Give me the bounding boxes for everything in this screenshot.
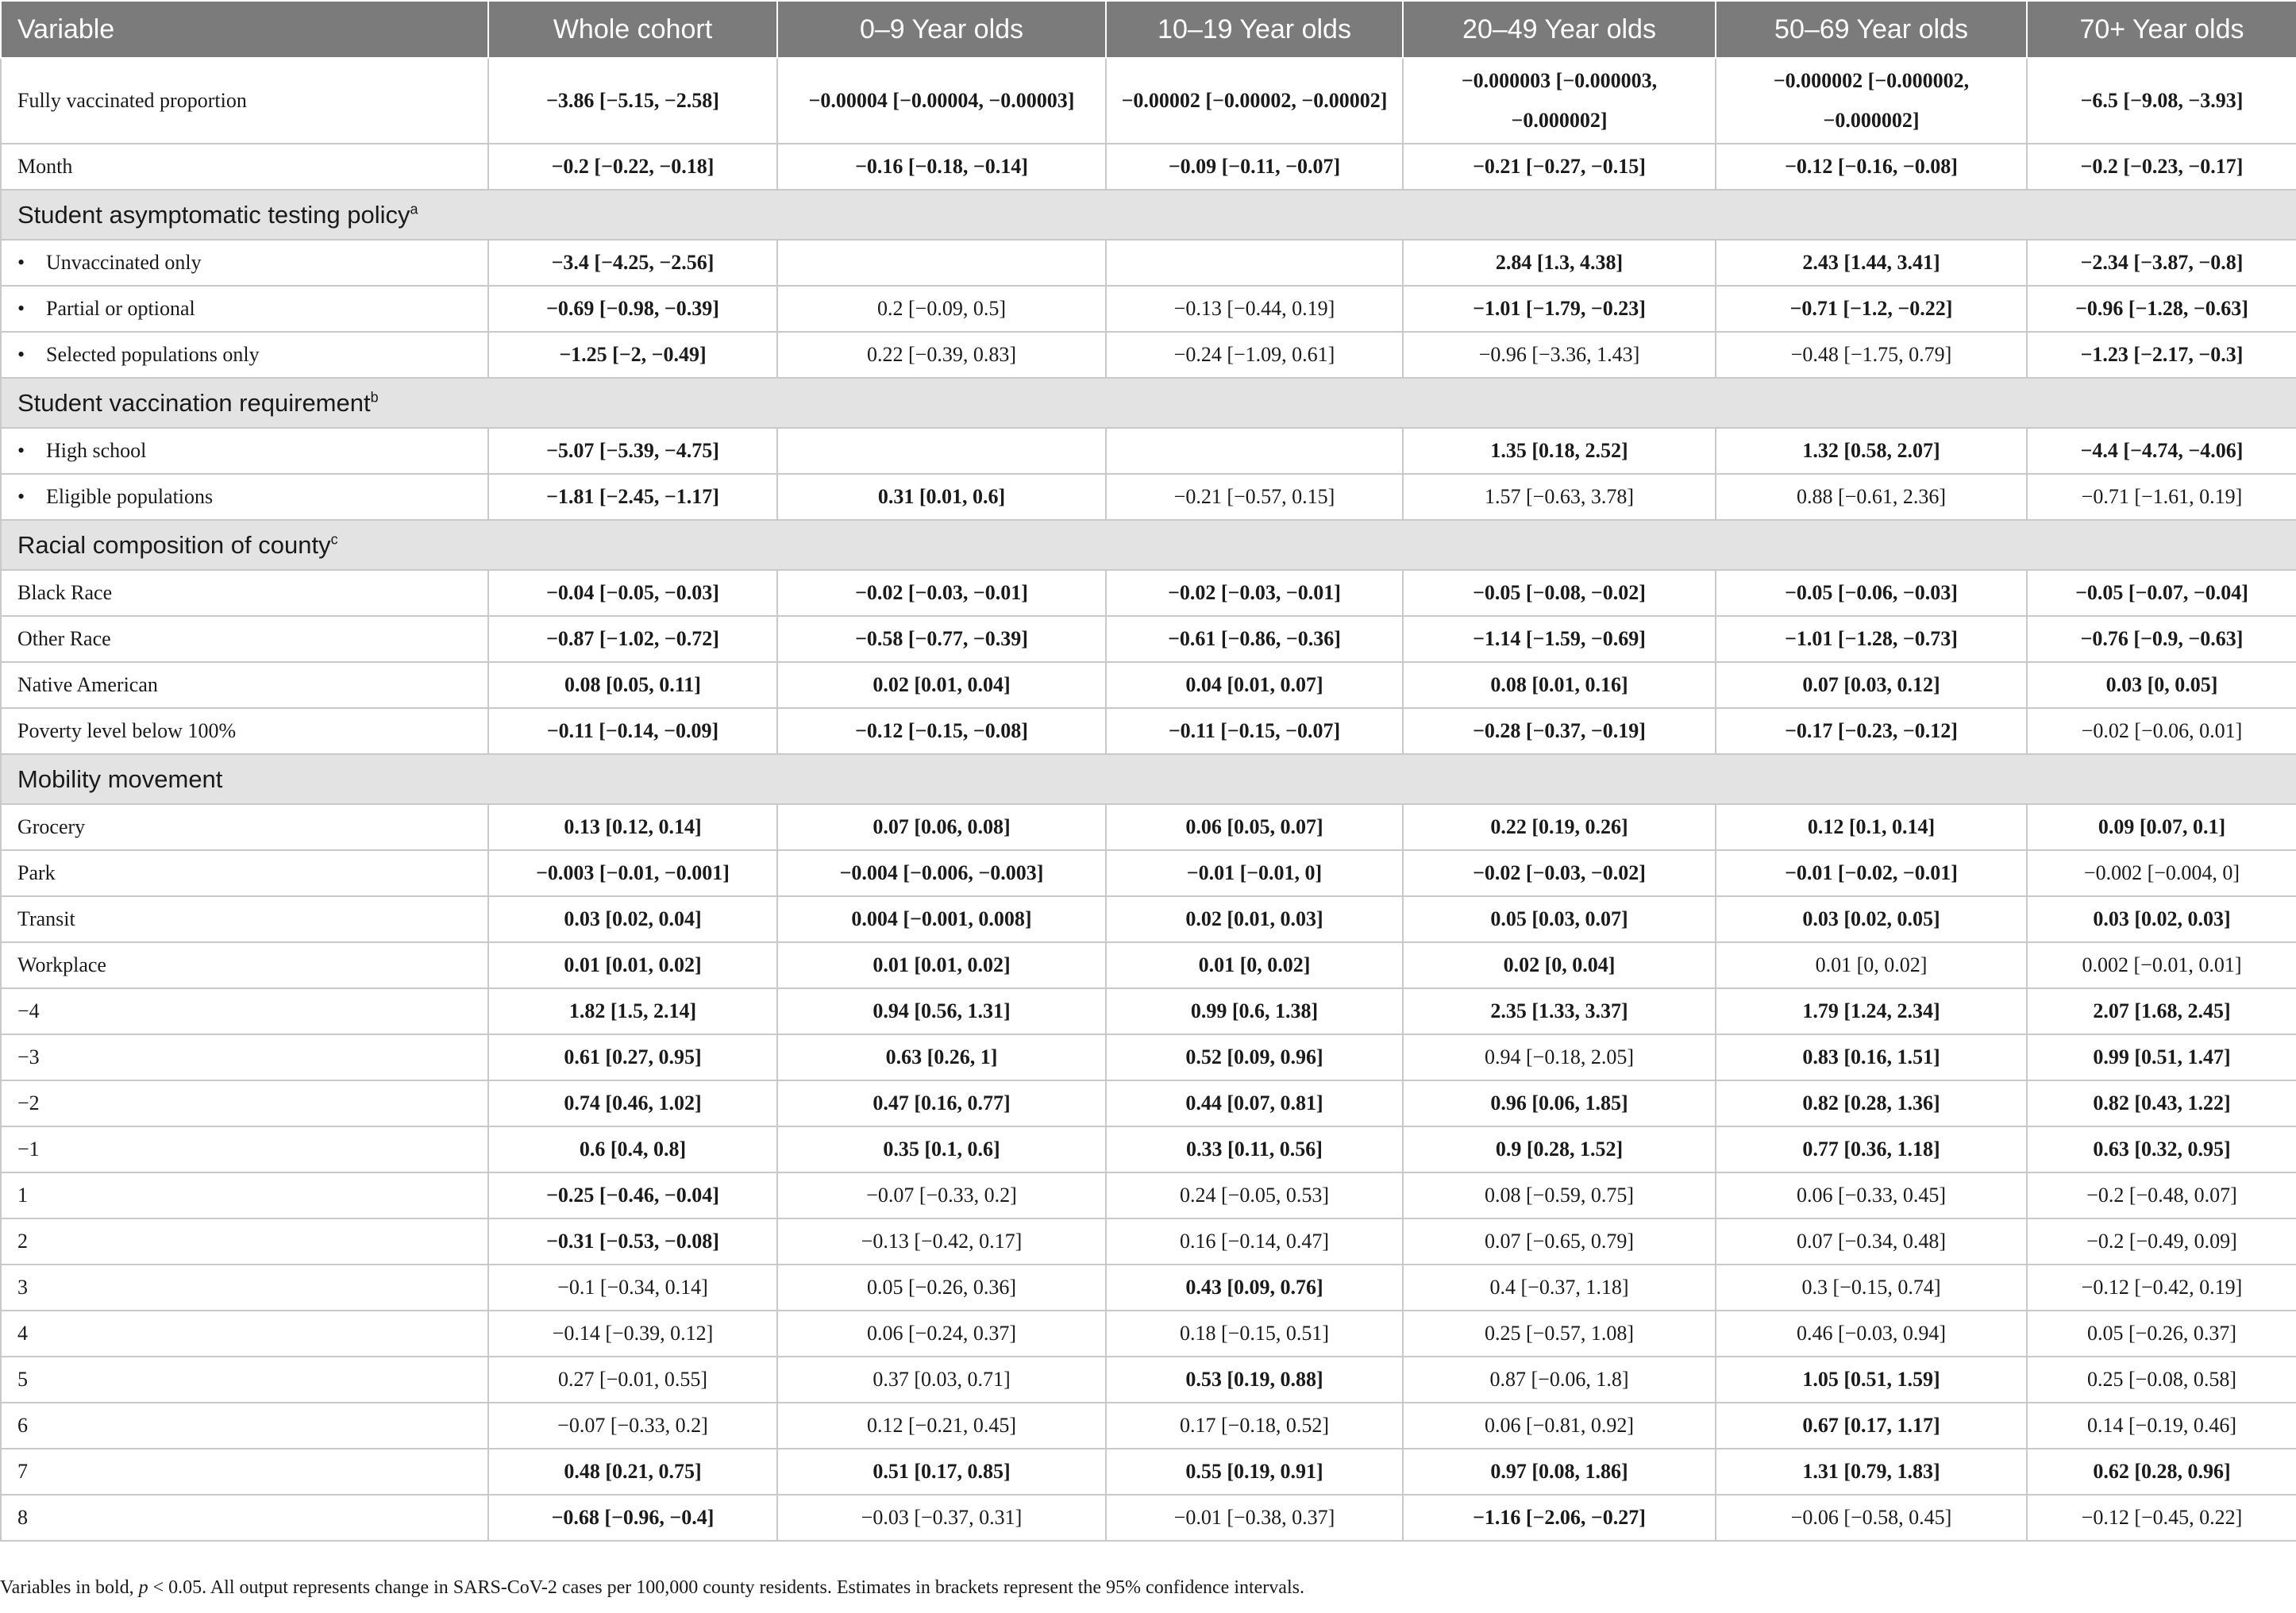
estimate-cell: −0.76 [−0.9, −0.63] (2027, 616, 2296, 662)
estimate-cell: 0.08 [0.05, 0.11] (488, 662, 777, 708)
section-header-label: Mobility movement (17, 764, 223, 793)
row-label-cell (1, 1403, 488, 1449)
estimate-cell: −1.01 [−1.79, −0.23] (1403, 286, 1716, 332)
estimate-cell: −0.2 [−0.22, −0.18] (488, 144, 777, 190)
footnote-marker: c (330, 531, 338, 548)
estimate-cell: 1.57 [−0.63, 3.78] (1403, 474, 1716, 520)
estimate-cell: 0.02 [0, 0.04] (1403, 942, 1716, 988)
row-label-cell (1, 570, 488, 616)
row-label: Poverty level below 100% (17, 719, 237, 742)
estimate-cell: −0.04 [−0.05, −0.03] (488, 570, 777, 616)
estimate-cell: 0.17 [−0.18, 0.52] (1106, 1403, 1403, 1449)
row-label: Native American (17, 673, 158, 696)
table-row (1, 570, 2296, 616)
row-label: Month (17, 155, 73, 178)
estimate-cell: 0.01 [0, 0.02] (1716, 942, 2027, 988)
row-label-cell (1, 804, 488, 850)
bullet-icon: • (17, 297, 25, 320)
estimate-cell: −0.28 [−0.37, −0.19] (1403, 708, 1716, 754)
row-label-cell (1, 1495, 488, 1541)
estimate-cell: 0.12 [−0.21, 0.45] (777, 1403, 1106, 1449)
estimate-cell: 2.35 [1.33, 3.37] (1403, 988, 1716, 1034)
table-row (1, 1126, 2296, 1172)
row-label: High school (46, 439, 147, 462)
estimate-cell: −1.23 [−2.17, −0.3] (2027, 332, 2296, 378)
estimate-cell: 0.03 [0.02, 0.03] (2027, 896, 2296, 942)
estimate-cell: 0.24 [−0.05, 0.53] (1106, 1172, 1403, 1218)
estimate-cell: −0.17 [−0.23, −0.12] (1716, 708, 2027, 754)
estimate-cell: −0.05 [−0.06, −0.03] (1716, 570, 2027, 616)
row-label-cell (1, 1080, 488, 1126)
table-row (1, 1172, 2296, 1218)
row-label: 1 (17, 1184, 28, 1207)
estimate-cell: 0.06 [−0.81, 0.92] (1403, 1403, 1716, 1449)
row-label: 2 (17, 1230, 28, 1253)
estimate-cell: −0.000002 [−0.000002, −0.000002] (1716, 58, 2027, 144)
estimate-cell: −0.01 [−0.02, −0.01] (1716, 850, 2027, 896)
estimate-cell: 0.43 [0.09, 0.76] (1106, 1265, 1403, 1311)
estimate-cell: −6.5 [−9.08, −3.93] (2027, 58, 2296, 144)
table-row (1, 1495, 2296, 1541)
estimate-cell: −0.2 [−0.48, 0.07] (2027, 1172, 2296, 1218)
estimate-cell: −0.12 [−0.42, 0.19] (2027, 1265, 2296, 1311)
table-row (1, 1034, 2296, 1080)
estimate-cell: −0.09 [−0.11, −0.07] (1106, 144, 1403, 190)
table-row (1, 1265, 2296, 1311)
estimate-cell: 0.67 [0.17, 1.17] (1716, 1403, 2027, 1449)
row-label-cell (1, 1034, 488, 1080)
estimate-cell: −0.00002 [−0.00002, −0.00002] (1106, 58, 1403, 144)
estimate-cell: 0.01 [0.01, 0.02] (488, 942, 777, 988)
estimate-cell: 0.94 [0.56, 1.31] (777, 988, 1106, 1034)
row-label: −4 (17, 999, 40, 1022)
estimate-cell: 0.94 [−0.18, 2.05] (1403, 1034, 1716, 1080)
estimate-cell: −0.02 [−0.03, −0.02] (1403, 850, 1716, 896)
estimate-cell: 1.79 [1.24, 2.34] (1716, 988, 2027, 1034)
estimate-cell (777, 240, 1106, 286)
estimate-cell: −0.02 [−0.03, −0.01] (777, 570, 1106, 616)
estimate-cell: −0.69 [−0.98, −0.39] (488, 286, 777, 332)
row-label-cell (1, 942, 488, 988)
estimate-cell: 0.08 [−0.59, 0.75] (1403, 1172, 1716, 1218)
estimate-cell: −0.21 [−0.27, −0.15] (1403, 144, 1716, 190)
row-label-cell (1, 286, 488, 332)
estimate-cell: −0.21 [−0.57, 0.15] (1106, 474, 1403, 520)
estimate-cell: 0.47 [0.16, 0.77] (777, 1080, 1106, 1126)
estimate-cell: 0.55 [0.19, 0.91] (1106, 1449, 1403, 1495)
estimate-cell: −0.25 [−0.46, −0.04] (488, 1172, 777, 1218)
estimate-cell: −1.81 [−2.45, −1.17] (488, 474, 777, 520)
estimate-cell: −0.02 [−0.03, −0.01] (1106, 570, 1403, 616)
row-label: Unvaccinated only (46, 251, 202, 274)
row-label-cell (1, 896, 488, 942)
estimate-cell: −0.07 [−0.33, 0.2] (488, 1403, 777, 1449)
estimate-cell: 0.61 [0.27, 0.95] (488, 1034, 777, 1080)
table-row (1, 708, 2296, 754)
estimate-cell: 0.77 [0.36, 1.18] (1716, 1126, 2027, 1172)
estimate-cell: 0.22 [−0.39, 0.83] (777, 332, 1106, 378)
table-row (1, 1449, 2296, 1495)
section-header (1, 378, 2296, 428)
estimate-cell: 1.31 [0.79, 1.83] (1716, 1449, 2027, 1495)
table-row (1, 1080, 2296, 1126)
estimate-cell: 0.06 [−0.24, 0.37] (777, 1311, 1106, 1357)
row-label-cell (1, 144, 488, 190)
estimate-cell: 0.07 [−0.65, 0.79] (1403, 1218, 1716, 1265)
section-header (1, 754, 2296, 804)
table-row (1, 1357, 2296, 1403)
estimate-cell: 0.07 [−0.34, 0.48] (1716, 1218, 2027, 1265)
table-row (1, 1403, 2296, 1449)
estimate-cell: 1.32 [0.58, 2.07] (1716, 428, 2027, 474)
row-label: Other Race (17, 627, 111, 650)
table-row (1, 942, 2296, 988)
table-row (1, 144, 2296, 190)
estimate-cell: 1.82 [1.5, 2.14] (488, 988, 777, 1034)
row-label-cell (1, 616, 488, 662)
estimate-cell: 0.05 [0.03, 0.07] (1403, 896, 1716, 942)
estimate-cell: 0.87 [−0.06, 1.8] (1403, 1357, 1716, 1403)
estimate-cell: 0.03 [0.02, 0.04] (488, 896, 777, 942)
table-row (1, 1311, 2296, 1357)
footnote-text-2: < 0.05. All output represents change in SARS-CoV-2 cases per 100,000 county residents. Estimates in brackets represent the 95% confidence intervals. (148, 1577, 1304, 1598)
estimate-cell: −5.07 [−5.39, −4.75] (488, 428, 777, 474)
estimate-cell: 0.9 [0.28, 1.52] (1403, 1126, 1716, 1172)
row-label: Black Race (17, 581, 113, 604)
estimate-cell: −0.14 [−0.39, 0.12] (488, 1311, 777, 1357)
estimate-cell: 0.33 [0.11, 0.56] (1106, 1126, 1403, 1172)
estimate-cell: 0.88 [−0.61, 2.36] (1716, 474, 2027, 520)
estimate-cell: 0.06 [−0.33, 0.45] (1716, 1172, 2027, 1218)
estimate-cell: 0.22 [0.19, 0.26] (1403, 804, 1716, 850)
estimate-cell: 0.08 [0.01, 0.16] (1403, 662, 1716, 708)
estimate-cell: 0.14 [−0.19, 0.46] (2027, 1403, 2296, 1449)
estimate-cell: −0.003 [−0.01, −0.001] (488, 850, 777, 896)
header-age-10-19: 10–19 Year olds (1106, 1, 1403, 58)
estimate-cell: 0.002 [−0.01, 0.01] (2027, 942, 2296, 988)
estimate-cell: 0.99 [0.51, 1.47] (2027, 1034, 2296, 1080)
row-label-cell (1, 1357, 488, 1403)
estimate-cell: 0.18 [−0.15, 0.51] (1106, 1311, 1403, 1357)
estimate-cell: −0.06 [−0.58, 0.45] (1716, 1495, 2027, 1541)
row-label-cell (1, 988, 488, 1034)
bullet-icon: • (17, 485, 25, 508)
estimate-cell: −3.4 [−4.25, −2.56] (488, 240, 777, 286)
row-label-cell (1, 1265, 488, 1311)
estimate-cell: −0.31 [−0.53, −0.08] (488, 1218, 777, 1265)
row-label-cell (1, 240, 488, 286)
estimate-cell: 0.48 [0.21, 0.75] (488, 1449, 777, 1495)
estimate-cell: −0.58 [−0.77, −0.39] (777, 616, 1106, 662)
estimate-cell: 0.82 [0.28, 1.36] (1716, 1080, 2027, 1126)
estimate-cell: −0.48 [−1.75, 0.79] (1716, 332, 2027, 378)
row-label-cell (1, 662, 488, 708)
estimate-cell: −0.96 [−1.28, −0.63] (2027, 286, 2296, 332)
estimate-cell: −0.11 [−0.14, −0.09] (488, 708, 777, 754)
estimate-cell: 2.84 [1.3, 4.38] (1403, 240, 1716, 286)
section-header-label: Student vaccination requirement (17, 388, 371, 417)
row-label-cell (1, 428, 488, 474)
estimate-cell: −0.12 [−0.15, −0.08] (777, 708, 1106, 754)
footnote-marker: b (370, 389, 379, 406)
table-row (1, 804, 2296, 850)
estimate-cell: −0.87 [−1.02, −0.72] (488, 616, 777, 662)
estimate-cell: −0.03 [−0.37, 0.31] (777, 1495, 1106, 1541)
estimate-cell: −0.61 [−0.86, −0.36] (1106, 616, 1403, 662)
table-row (1, 1218, 2296, 1265)
row-label: Partial or optional (46, 297, 195, 320)
estimate-cell: −1.25 [−2, −0.49] (488, 332, 777, 378)
estimate-cell: −3.86 [−5.15, −2.58] (488, 58, 777, 144)
row-label: Selected populations only (46, 343, 260, 366)
estimate-cell: 0.35 [0.1, 0.6] (777, 1126, 1106, 1172)
estimate-cell: 0.52 [0.09, 0.96] (1106, 1034, 1403, 1080)
estimate-cell: −0.05 [−0.07, −0.04] (2027, 570, 2296, 616)
estimate-cell: −0.96 [−3.36, 1.43] (1403, 332, 1716, 378)
estimate-cell: 0.63 [0.32, 0.95] (2027, 1126, 2296, 1172)
row-label-cell (1, 1449, 488, 1495)
bullet-icon: • (17, 439, 25, 462)
section-header-row (1, 378, 2296, 428)
estimate-cell: −2.34 [−3.87, −0.8] (2027, 240, 2296, 286)
estimate-cell: −1.16 [−2.06, −0.27] (1403, 1495, 1716, 1541)
estimate-cell: 0.31 [0.01, 0.6] (777, 474, 1106, 520)
estimate-cell (1106, 240, 1403, 286)
estimate-cell: −0.002 [−0.004, 0] (2027, 850, 2296, 896)
estimate-cell: 0.06 [0.05, 0.07] (1106, 804, 1403, 850)
estimate-cell: −0.11 [−0.15, −0.07] (1106, 708, 1403, 754)
row-label-cell (1, 850, 488, 896)
estimate-cell: 0.27 [−0.01, 0.55] (488, 1357, 777, 1403)
table-row (1, 286, 2296, 332)
estimate-cell: 0.96 [0.06, 1.85] (1403, 1080, 1716, 1126)
estimate-cell: 0.02 [0.01, 0.04] (777, 662, 1106, 708)
estimate-cell: 0.25 [−0.08, 0.58] (2027, 1357, 2296, 1403)
estimate-cell: 0.03 [0, 0.05] (2027, 662, 2296, 708)
estimate-cell: −1.14 [−1.59, −0.69] (1403, 616, 1716, 662)
row-label-cell (1, 332, 488, 378)
estimate-cell: 0.05 [−0.26, 0.37] (2027, 1311, 2296, 1357)
estimate-cell: 0.12 [0.1, 0.14] (1716, 804, 2027, 850)
estimate-cell: 2.43 [1.44, 3.41] (1716, 240, 2027, 286)
estimate-cell: 0.83 [0.16, 1.51] (1716, 1034, 2027, 1080)
row-label: 3 (17, 1276, 28, 1299)
bullet-icon: • (17, 343, 25, 366)
estimate-cell: −0.71 [−1.61, 0.19] (2027, 474, 2296, 520)
estimate-cell: 0.16 [−0.14, 0.47] (1106, 1218, 1403, 1265)
estimate-cell: 0.51 [0.17, 0.85] (777, 1449, 1106, 1495)
row-label-cell (1, 58, 488, 144)
row-label: Transit (17, 907, 75, 930)
estimate-cell (777, 428, 1106, 474)
estimate-cell: 1.35 [0.18, 2.52] (1403, 428, 1716, 474)
estimate-cell: −0.71 [−1.2, −0.22] (1716, 286, 2027, 332)
estimate-cell: −1.01 [−1.28, −0.73] (1716, 616, 2027, 662)
row-label: 5 (17, 1368, 28, 1391)
estimate-cell: 0.2 [−0.09, 0.5] (777, 286, 1106, 332)
estimate-cell: 2.07 [1.68, 2.45] (2027, 988, 2296, 1034)
table-row (1, 616, 2296, 662)
row-label: Grocery (17, 815, 86, 838)
estimate-cell: 0.09 [0.07, 0.1] (2027, 804, 2296, 850)
estimate-cell: −4.4 [−4.74, −4.06] (2027, 428, 2296, 474)
section-header-row (1, 754, 2296, 804)
section-header-row (1, 520, 2296, 570)
row-label: 7 (17, 1460, 28, 1483)
row-label: Park (17, 861, 56, 884)
row-label: 6 (17, 1414, 28, 1437)
header-variable: Variable (1, 1, 488, 58)
row-label-cell (1, 1311, 488, 1357)
estimate-cell: 0.07 [0.03, 0.12] (1716, 662, 2027, 708)
estimate-cell: 0.97 [0.08, 1.86] (1403, 1449, 1716, 1495)
header-age-50-69: 50–69 Year olds (1716, 1, 2027, 58)
table-row (1, 428, 2296, 474)
estimate-cell: 0.07 [0.06, 0.08] (777, 804, 1106, 850)
estimate-cell: 0.62 [0.28, 0.96] (2027, 1449, 2296, 1495)
table-row (1, 850, 2296, 896)
estimate-cell: 0.01 [0.01, 0.02] (777, 942, 1106, 988)
estimate-cell: −0.13 [−0.44, 0.19] (1106, 286, 1403, 332)
estimate-cell: −0.24 [−1.09, 0.61] (1106, 332, 1403, 378)
estimate-cell: −0.12 [−0.45, 0.22] (2027, 1495, 2296, 1541)
section-header-label: Student asymptomatic testing policy (17, 200, 410, 229)
header-age-70-plus: 70+ Year olds (2027, 1, 2296, 58)
estimate-cell: −0.004 [−0.006, −0.003] (777, 850, 1106, 896)
table-row (1, 662, 2296, 708)
section-header (1, 190, 2296, 240)
row-label: 4 (17, 1322, 28, 1345)
footnote-p-symbol: p (138, 1577, 148, 1598)
row-label-cell (1, 1172, 488, 1218)
estimate-cell: −0.000003 [−0.000003, −0.000002] (1403, 58, 1716, 144)
footnote-text-1: Variables in bold, (0, 1577, 139, 1598)
estimate-cell: 0.004 [−0.001, 0.008] (777, 896, 1106, 942)
row-label-cell (1, 708, 488, 754)
estimate-cell: 0.99 [0.6, 1.38] (1106, 988, 1403, 1034)
estimate-cell: 0.01 [0, 0.02] (1106, 942, 1403, 988)
estimate-cell: −0.07 [−0.33, 0.2] (777, 1172, 1106, 1218)
section-header (1, 520, 2296, 570)
row-label: −1 (17, 1138, 40, 1161)
estimate-cell: 0.82 [0.43, 1.22] (2027, 1080, 2296, 1126)
estimate-cell: −0.02 [−0.06, 0.01] (2027, 708, 2296, 754)
estimate-cell: −0.05 [−0.08, −0.02] (1403, 570, 1716, 616)
estimate-cell: 0.3 [−0.15, 0.74] (1716, 1265, 2027, 1311)
estimate-cell: 0.63 [0.26, 1] (777, 1034, 1106, 1080)
estimate-cell: −0.01 [−0.01, 0] (1106, 850, 1403, 896)
row-label: −2 (17, 1091, 40, 1114)
estimate-cell: 0.13 [0.12, 0.14] (488, 804, 777, 850)
estimate-cell: −0.1 [−0.34, 0.14] (488, 1265, 777, 1311)
row-label: 8 (17, 1506, 28, 1529)
header-whole-cohort: Whole cohort (488, 1, 777, 58)
estimate-cell: 1.05 [0.51, 1.59] (1716, 1357, 2027, 1403)
estimate-cell: 0.4 [−0.37, 1.18] (1403, 1265, 1716, 1311)
footnote-marker: a (410, 201, 418, 218)
row-label: Fully vaccinated proportion (17, 89, 247, 112)
estimate-cell: 0.25 [−0.57, 1.08] (1403, 1311, 1716, 1357)
estimate-cell: 0.74 [0.46, 1.02] (488, 1080, 777, 1126)
section-header-row (1, 190, 2296, 240)
table-row (1, 240, 2296, 286)
bullet-icon: • (17, 251, 25, 274)
table-row (1, 58, 2296, 144)
estimate-cell: 0.6 [0.4, 0.8] (488, 1126, 777, 1172)
estimate-cell: 0.03 [0.02, 0.05] (1716, 896, 2027, 942)
table-row (1, 474, 2296, 520)
estimate-cell: 0.05 [−0.26, 0.36] (777, 1265, 1106, 1311)
row-label: Eligible populations (46, 485, 214, 508)
table-row (1, 332, 2296, 378)
estimate-cell: −0.00004 [−0.00004, −0.00003] (777, 58, 1106, 144)
section-header-label: Racial composition of county (17, 530, 331, 559)
row-label-cell (1, 1218, 488, 1265)
row-label-cell (1, 474, 488, 520)
estimate-cell: −0.2 [−0.23, −0.17] (2027, 144, 2296, 190)
estimate-cell: 0.02 [0.01, 0.03] (1106, 896, 1403, 942)
table-row (1, 988, 2296, 1034)
table-body (1, 58, 2296, 1541)
estimate-cell: −0.68 [−0.96, −0.4] (488, 1495, 777, 1541)
header-age-20-49: 20–49 Year olds (1403, 1, 1716, 58)
estimate-cell: −0.13 [−0.42, 0.17] (777, 1218, 1106, 1265)
row-label-cell (1, 1126, 488, 1172)
estimate-cell: −0.01 [−0.38, 0.37] (1106, 1495, 1403, 1541)
estimate-cell: 0.53 [0.19, 0.88] (1106, 1357, 1403, 1403)
estimate-cell: 0.37 [0.03, 0.71] (777, 1357, 1106, 1403)
header-row (1, 1, 2296, 58)
estimate-cell: −0.16 [−0.18, −0.14] (777, 144, 1106, 190)
estimate-cell: −0.12 [−0.16, −0.08] (1716, 144, 2027, 190)
estimate-cell: −0.2 [−0.49, 0.09] (2027, 1218, 2296, 1265)
estimate-cell (1106, 428, 1403, 474)
row-label: Workplace (17, 953, 106, 976)
table-row (1, 896, 2296, 942)
estimate-cell: 0.04 [0.01, 0.07] (1106, 662, 1403, 708)
table-footnote (0, 1577, 1304, 1599)
row-label: −3 (17, 1045, 40, 1068)
estimate-cell: 0.44 [0.07, 0.81] (1106, 1080, 1403, 1126)
estimate-cell: 0.46 [−0.03, 0.94] (1716, 1311, 2027, 1357)
header-age-0-9: 0–9 Year olds (777, 1, 1106, 58)
